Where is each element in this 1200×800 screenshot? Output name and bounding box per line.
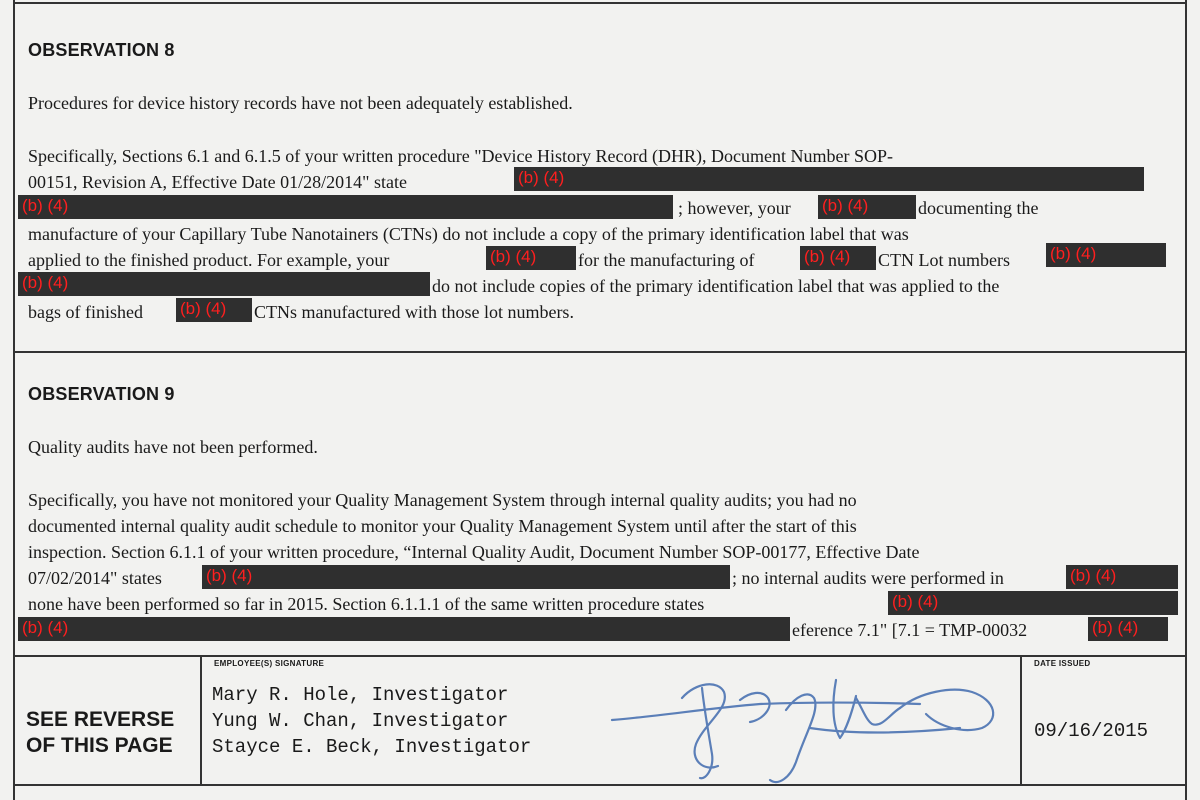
redaction-block: (b) (4) (18, 617, 790, 641)
redaction-block: (b) (4) (1046, 243, 1166, 267)
observation-8-text-line: 00151, Revision A, Effective Date 01/28/2014" state (28, 172, 407, 192)
observation-8-text-line: ; however, your (678, 198, 791, 218)
observation-9-text-line: 07/02/2014" states (28, 568, 162, 588)
observation-9-text-line: Specifically, you have not monitored your Quality Management System through internal quality audits; you had no (28, 490, 857, 510)
date-issued-value: 09/16/2015 (1034, 720, 1149, 742)
redaction-block: (b) (4) (1066, 565, 1178, 589)
observation-9-text-line: inspection. Section 6.1.1 of your written procedure, “Internal Quality Audit, Document Number SOP-00177, Effective Date (28, 542, 920, 562)
see-reverse-line-2: OF THIS PAGE (26, 734, 173, 757)
form-border-right (1185, 0, 1187, 800)
divider-observation (13, 351, 1187, 353)
investigator-name: Stayce E. Beck, Investigator (212, 736, 532, 758)
observation-8-text-line: do not include copies of the primary identification label that was applied to the (432, 276, 1000, 296)
observation-8-text-line: CTN Lot numbers (878, 250, 1010, 270)
observation-8-text-line: CTNs manufactured with those lot numbers. (254, 302, 574, 322)
observation-9-summary: Quality audits have not been performed. (28, 437, 318, 457)
observation-8-text-line: Specifically, Sections 6.1 and 6.1.5 of your written procedure "Device History Record (DHR), Document Number SOP- (28, 146, 893, 166)
observation-9-text-line: ; no internal audits were performed in (732, 568, 1004, 588)
see-reverse-line-1: SEE REVERSE (26, 708, 175, 731)
redaction-block: (b) (4) (18, 272, 430, 296)
redaction-block: (b) (4) (486, 246, 576, 270)
observation-8-summary: Procedures for device history records have not been adequately established. (28, 93, 573, 113)
observation-9-text-line: documented internal quality audit schedule to monitor your Quality Management System until after the start of this (28, 516, 857, 536)
redaction-block: (b) (4) (514, 167, 1144, 191)
redaction-block: (b) (4) (18, 195, 673, 219)
divider-footer (13, 655, 1187, 657)
redaction-block: (b) (4) (202, 565, 730, 589)
form-border-left (13, 0, 15, 800)
redaction-block: (b) (4) (176, 298, 252, 322)
redaction-block: (b) (4) (800, 246, 876, 270)
observation-9-text-line: none have been performed so far in 2015. Section 6.1.1.1 of the same written procedure states (28, 594, 705, 614)
signature-graphic (600, 668, 1020, 793)
observation-9-heading: OBSERVATION 9 (28, 384, 175, 404)
redaction-block: (b) (4) (818, 195, 916, 219)
observation-8-text-line: for the manufacturing of (578, 250, 755, 270)
observation-8-text-line: applied to the finished product. For example, your (28, 250, 390, 270)
observation-8-text-line: bags of finished (28, 302, 143, 322)
divider-top (13, 2, 1187, 4)
investigator-name: Mary R. Hole, Investigator (212, 684, 509, 706)
investigator-name: Yung W. Chan, Investigator (212, 710, 509, 732)
date-issued-label: DATE ISSUED (1034, 659, 1091, 668)
divider-footer-left (200, 655, 202, 785)
signature-field-label: EMPLOYEE(S) SIGNATURE (214, 659, 325, 668)
observation-8-text-line: manufacture of your Capillary Tube Nanotainers (CTNs) do not include a copy of the primary identification label that was (28, 224, 909, 244)
observation-9-text-line: eference 7.1" [7.1 = TMP-00032 (792, 620, 1028, 640)
redaction-block: (b) (4) (888, 591, 1178, 615)
divider-footer-right (1020, 655, 1022, 785)
observation-8-heading: OBSERVATION 8 (28, 40, 175, 60)
observation-8-text-line: documenting the (918, 198, 1039, 218)
redaction-block: (b) (4) (1088, 617, 1168, 641)
